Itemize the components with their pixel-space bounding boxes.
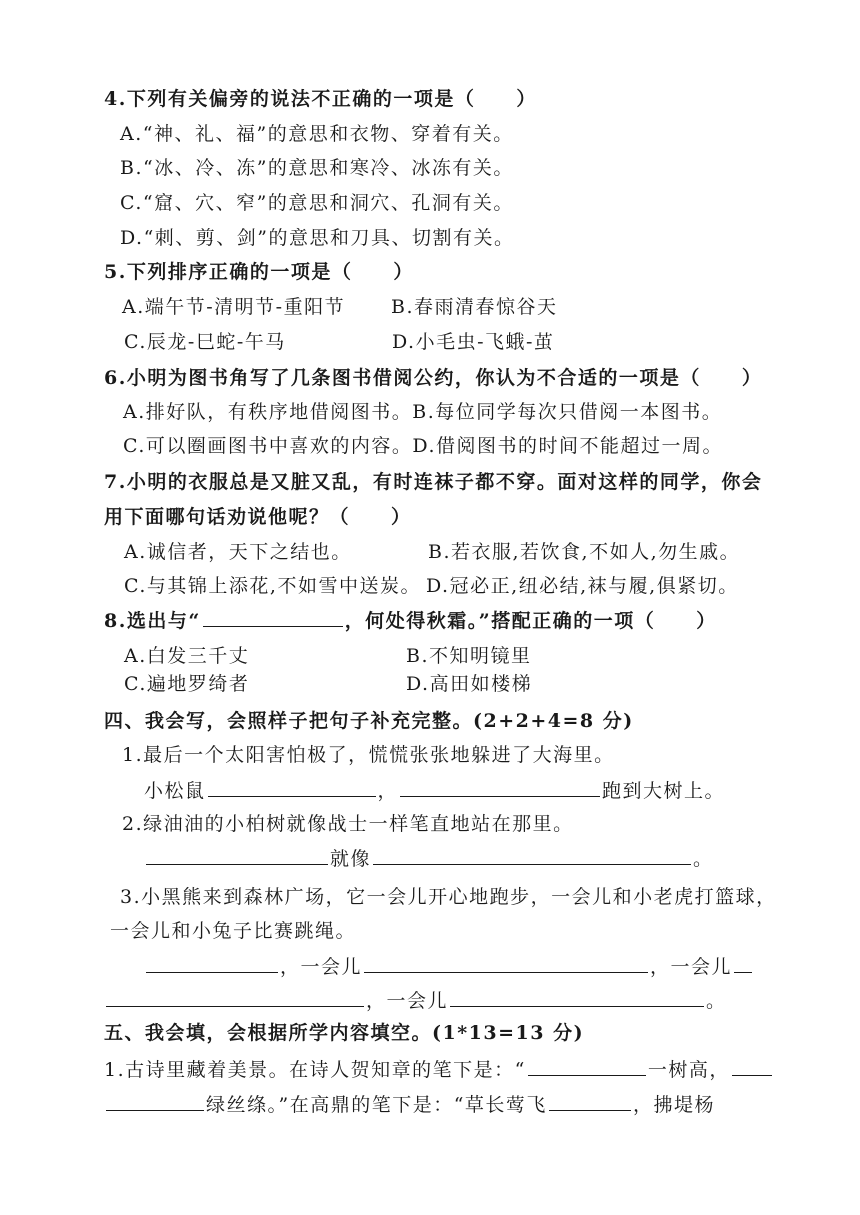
- s2-end: 。: [693, 848, 714, 870]
- q5-option-d: D.小毛虫-飞蛾-茧: [392, 331, 555, 353]
- s3-blank-2[interactable]: [364, 952, 648, 973]
- q8-option-b: B.不知明镜里: [406, 645, 532, 667]
- q6-options-ab: A.排好队，有秩序地借阅图书。B.每位同学每次只借阅一本图书。: [123, 401, 723, 423]
- s3-end: 。: [706, 990, 727, 1012]
- sec4-s3-line2: 一会儿和小兔子比赛跳绳。: [110, 920, 357, 942]
- sec4-s1-example: 1.最后一个太阳害怕极了，慌慌张张地躲进了大海里。: [122, 744, 615, 766]
- q5-option-b: B.春雨清春惊谷天: [391, 296, 558, 318]
- sec5-q1-mid: 一树高，: [647, 1059, 730, 1081]
- s3-blank-1[interactable]: [146, 952, 278, 973]
- q8-blank[interactable]: [203, 606, 343, 627]
- q7-option-a: A.诚信者，天下之结也。: [124, 541, 352, 563]
- sec5-blank-3[interactable]: [549, 1090, 631, 1111]
- sec5-q1-line2: [104, 1090, 715, 1118]
- q7-stem-line2: 用下面哪句话劝说他呢？（ ）: [104, 506, 412, 528]
- sec4-s2-answer: [144, 844, 714, 872]
- s3-blank-3b[interactable]: [106, 986, 364, 1007]
- q7-option-b: B.若衣服,若饮食,不如人,勿生戚。: [428, 541, 741, 563]
- s1-blank-1[interactable]: [208, 776, 376, 797]
- s3-conn-c: ，一会儿: [366, 990, 449, 1012]
- s1-comma: ，: [377, 780, 399, 802]
- q8-option-d: D.高田如楼梯: [406, 673, 533, 695]
- section4-title: 四、我会写，会照样子把句子补充完整。(2+2+4=8 分): [104, 710, 634, 732]
- q4-option-d: D.“刺、剪、剑”的意思和刀具、切割有关。: [120, 227, 515, 249]
- section5-title: 五、我会填，会根据所学内容填空。(1*13=13 分): [104, 1022, 585, 1044]
- q5-option-c: C.辰龙-巳蛇-午马: [124, 331, 286, 353]
- s1-prefix: 小松鼠: [144, 780, 206, 802]
- s3-blank-3a[interactable]: [734, 952, 752, 973]
- sec4-s3-answer-line1: [144, 952, 754, 980]
- sec5-q1-prefix: 1.古诗里藏着美景。在诗人贺知章的笔下是：“: [104, 1059, 526, 1081]
- sec5-q1-line2-mid: 绿丝绦。”在高鼎的笔下是：“草长莺飞: [206, 1094, 547, 1116]
- s1-suffix: 跑到大树上。: [602, 780, 726, 802]
- q4-option-a: A.“神、礼、福”的意思和衣物、穿着有关。: [120, 123, 514, 145]
- q8-stem: [104, 606, 717, 634]
- sec4-s1-answer: [144, 776, 725, 804]
- q7-option-c: C.与其锦上添花,不如雪中送炭。: [124, 575, 421, 597]
- q5-stem: 5.下列排序正确的一项是（ ）: [104, 261, 414, 283]
- s2-mid: 就像: [330, 848, 372, 870]
- sec5-blank-1[interactable]: [528, 1055, 646, 1076]
- s3-blank-4[interactable]: [450, 986, 704, 1007]
- sec4-s3-line1: 3.小黑熊来到森林广场，它一会儿开心地跑步，一会儿和小老虎打篮球，: [120, 886, 777, 908]
- q4-stem: 4.下列有关偏旁的说法不正确的一项是（ ）: [104, 88, 537, 110]
- q6-options-cd: C.可以圈画图书中喜欢的内容。D.借阅图书的时间不能超过一周。: [123, 435, 723, 457]
- q4-option-c: C.“窟、穴、窄”的意思和洞穴、孔洞有关。: [120, 192, 514, 214]
- s2-blank-2[interactable]: [373, 844, 691, 865]
- sec5-blank-2a[interactable]: [732, 1055, 772, 1076]
- sec4-s2-example: 2.绿油油的小柏树就像战士一样笔直地站在那里。: [122, 813, 574, 835]
- q8-option-c: C.遍地罗绮者: [124, 673, 250, 695]
- q5-option-a: A.端午节-清明节-重阳节: [122, 296, 346, 318]
- q6-stem: 6.小明为图书角写了几条图书借阅公约，你认为不合适的一项是（ ）: [104, 367, 763, 389]
- q8-stem-prefix: 8.选出与“: [104, 610, 201, 632]
- q4-option-b: B.“冰、冷、冻”的意思和寒冷、冰冻有关。: [120, 157, 514, 179]
- s3-conn-b: ，一会儿: [650, 956, 733, 978]
- q8-stem-suffix: ，何处得秋霜。”搭配正确的一项（ ）: [344, 610, 717, 632]
- sec5-q1-line2-end: ，拂堤杨: [632, 1094, 715, 1116]
- sec5-q1-line1: [104, 1055, 774, 1083]
- q7-stem-line1: 7.小明的衣服总是又脏又乱，有时连袜子都不穿。面对这样的同学，你会: [104, 471, 763, 493]
- sec5-blank-2b[interactable]: [106, 1090, 204, 1111]
- q8-option-a: A.白发三千丈: [124, 645, 250, 667]
- s2-blank-1[interactable]: [146, 844, 328, 865]
- sec4-s3-answer-line2: [104, 986, 727, 1014]
- q7-option-d: D.冠必正,纽必结,袜与履,俱紧切。: [426, 575, 739, 597]
- s3-conn-a: ，一会儿: [280, 956, 363, 978]
- s1-blank-2[interactable]: [400, 776, 600, 797]
